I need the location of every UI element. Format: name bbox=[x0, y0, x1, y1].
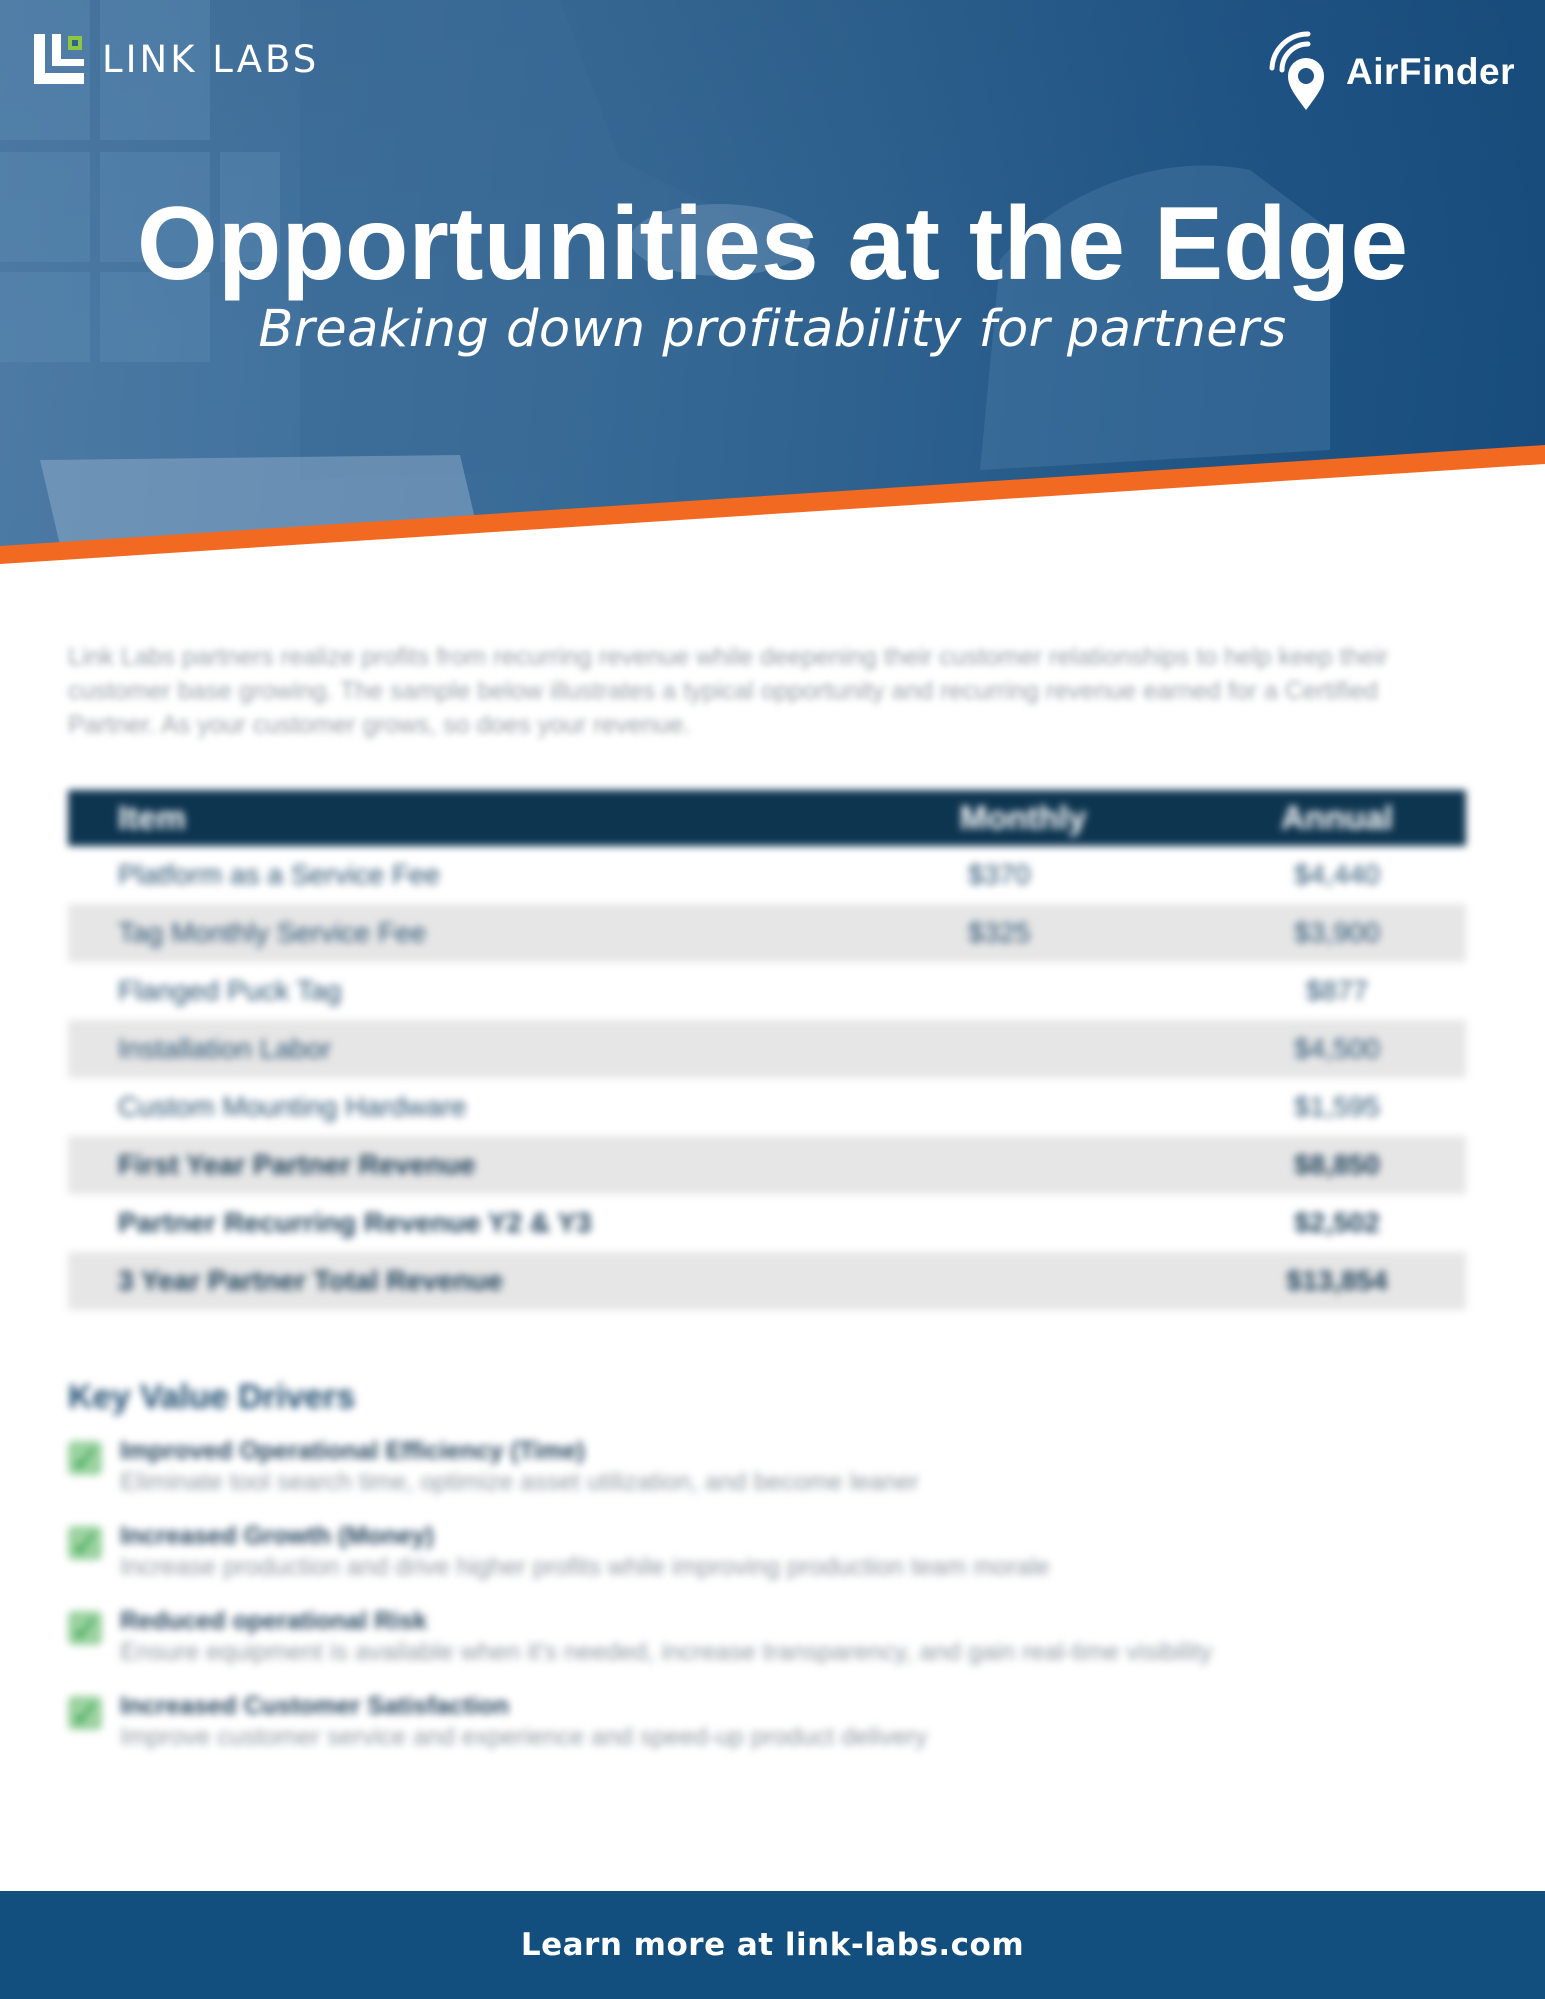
row-item: First Year Partner Revenue bbox=[68, 1136, 838, 1194]
airfinder-wordmark: AirFinder bbox=[1346, 51, 1515, 92]
row-item: Custom Mounting Hardware bbox=[118, 1091, 467, 1122]
revenue-table bbox=[68, 790, 1466, 1310]
checkmark-icon: ✓ bbox=[70, 1694, 102, 1736]
column-header-monthly: Monthly bbox=[838, 790, 1268, 846]
row-monthly bbox=[838, 1078, 1268, 1136]
page-subtitle: Breaking down profitability for partners bbox=[258, 300, 1287, 359]
row-annual: $8,850 bbox=[1268, 1136, 1466, 1194]
checkmark-icon: ✓ bbox=[70, 1609, 102, 1651]
row-item: Platform as a Service Fee bbox=[118, 859, 441, 890]
column-header-annual: Annual bbox=[1268, 790, 1466, 846]
checkmark-icon: ✓ bbox=[70, 1439, 102, 1481]
row-item: Flanged Puck Tag bbox=[118, 975, 342, 1006]
link-labs-wordmark: LINK LABS bbox=[102, 37, 320, 81]
row-item: Partner Recurring Revenue Y2 & Y3 bbox=[118, 1207, 592, 1238]
driver-description: Improve customer service and experience and speed-up product delivery bbox=[120, 1723, 928, 1751]
intro-paragraph: Link Labs partners realize profits from recurring revenue while deepening their customer relationships to help keep their customer base growing. The sample below illustrates a typical opportunity and recurring revenue earned for a Certified Partner. As your customer grows, so does your revenue. bbox=[68, 643, 1389, 739]
footer-bar bbox=[0, 1891, 1545, 1999]
driver-item bbox=[68, 1690, 1488, 1775]
row-monthly bbox=[838, 1020, 1268, 1078]
row-monthly bbox=[838, 1252, 1268, 1310]
row-item: Tag Monthly Service Fee bbox=[68, 904, 838, 962]
row-annual: $3,900 bbox=[1268, 904, 1466, 962]
row-annual: $2,502 bbox=[1294, 1207, 1380, 1238]
row-annual: $1,595 bbox=[1294, 1091, 1380, 1122]
link-labs-logo[interactable] bbox=[34, 34, 319, 84]
driver-description: Increase production and drive higher profits while improving production team morale bbox=[120, 1553, 1050, 1581]
driver-title: Increased Growth (Money) bbox=[120, 1522, 434, 1550]
driver-title: Increased Customer Satisfaction bbox=[120, 1692, 510, 1720]
driver-title: Reduced operational Risk bbox=[120, 1607, 428, 1635]
table-row bbox=[68, 1078, 1466, 1136]
airfinder-logo[interactable] bbox=[1268, 30, 1515, 114]
row-item: Installation Labor bbox=[68, 1020, 838, 1078]
location-signal-icon bbox=[1268, 30, 1344, 114]
table-row bbox=[68, 1252, 1466, 1310]
column-header-item: Item bbox=[68, 790, 838, 846]
row-item: 3 Year Partner Total Revenue bbox=[68, 1252, 838, 1310]
table-row bbox=[68, 1020, 1466, 1078]
row-monthly bbox=[838, 962, 1268, 1020]
row-monthly bbox=[838, 1136, 1268, 1194]
row-annual: $13,854 bbox=[1268, 1252, 1466, 1310]
driver-item bbox=[68, 1435, 1488, 1520]
row-monthly bbox=[838, 1194, 1268, 1252]
table-row bbox=[68, 962, 1466, 1020]
driver-item bbox=[68, 1520, 1488, 1605]
key-value-drivers-section bbox=[68, 1378, 1488, 1775]
link-labs-mark-icon bbox=[34, 34, 84, 84]
table-row bbox=[68, 1194, 1466, 1252]
hero-banner bbox=[0, 0, 1545, 570]
row-annual: $4,500 bbox=[1268, 1020, 1466, 1078]
row-monthly: $325 bbox=[838, 904, 1268, 962]
row-monthly: $370 bbox=[968, 859, 1031, 890]
table-row bbox=[68, 904, 1466, 962]
driver-description: Ensure equipment is available when it's needed, increase transparency, and gain real-time visibility bbox=[120, 1638, 1213, 1666]
table-row bbox=[68, 846, 1466, 904]
table-header-row bbox=[68, 790, 1466, 846]
driver-title: Improved Operational Efficiency (Time) bbox=[120, 1437, 585, 1465]
page-title: Opportunities at the Edge bbox=[136, 186, 1409, 302]
row-annual: $4,440 bbox=[1294, 859, 1380, 890]
driver-description: Eliminate tool search time, optimize asset utilization, and become leaner bbox=[120, 1468, 920, 1496]
footer-link[interactable]: Learn more at link-labs.com bbox=[520, 1927, 1025, 1963]
row-annual: $877 bbox=[1305, 975, 1369, 1006]
table-row bbox=[68, 1136, 1466, 1194]
driver-item bbox=[68, 1605, 1488, 1690]
drivers-heading: Key Value Drivers bbox=[68, 1378, 356, 1416]
checkmark-icon: ✓ bbox=[70, 1524, 102, 1566]
